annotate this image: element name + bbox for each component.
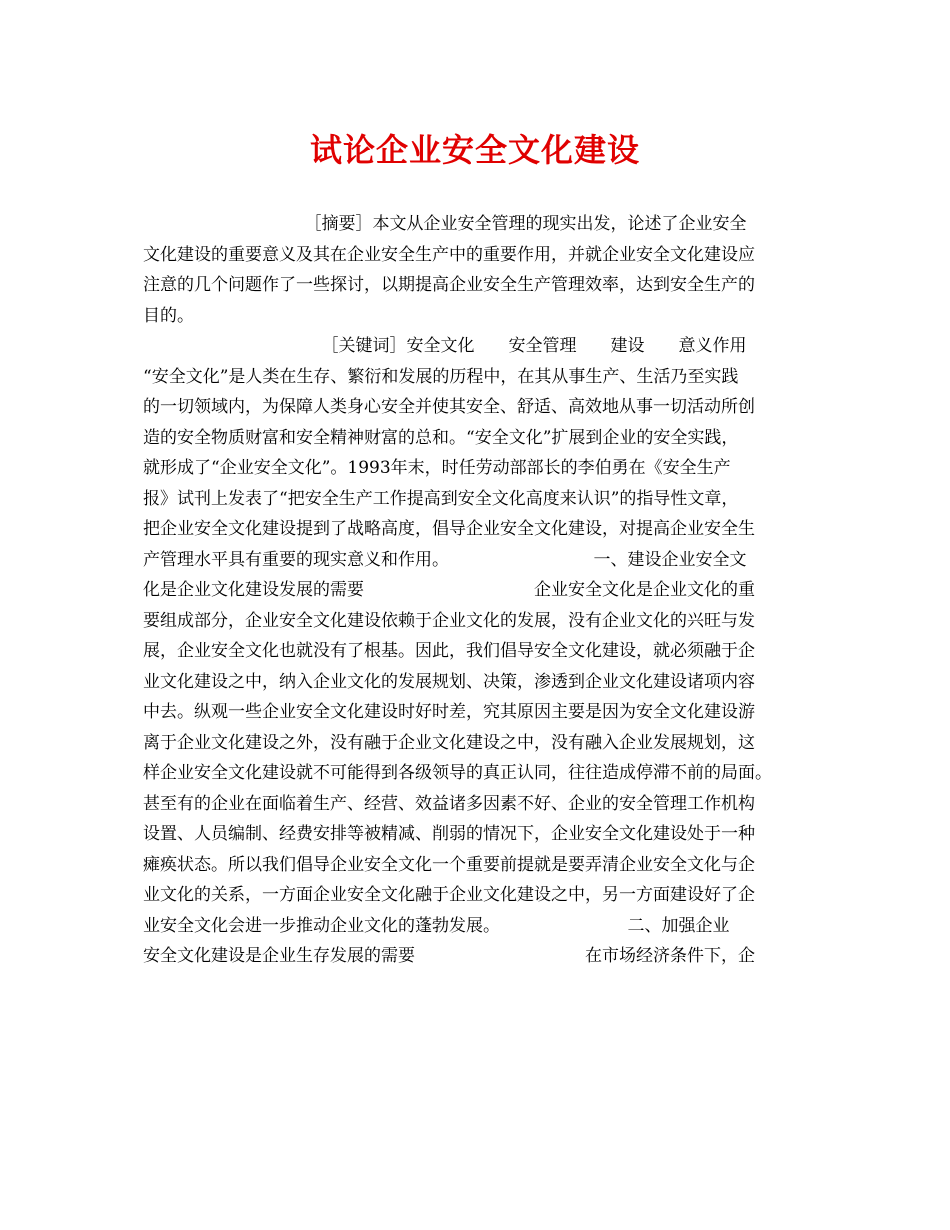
body-line: 安全文化建设是企业生存发展的需要 在市场经济条件下，企 bbox=[143, 946, 755, 966]
body-line: ［摘要］本文从企业安全管理的现实出发，论述了企业安全 bbox=[143, 214, 747, 234]
body-line: 要组成部分，企业安全文化建设依赖于企业文化的发展，没有企业文化的兴旺与发 bbox=[143, 611, 755, 631]
body-line: ［关键词］安全文化 安全管理 建设 意义作用 bbox=[143, 336, 747, 356]
body-line: 业安全文化会进一步推动企业文化的蓬勃发展。 二、加强企业 bbox=[143, 916, 730, 936]
body-line: 报》试刊上发表了“把安全生产工作提高到安全文化高度来认识”的指导性文章， bbox=[143, 489, 739, 509]
body-line: 业文化的关系，一方面企业安全文化融于企业文化建设之中，另一方面建设好了企 bbox=[143, 885, 755, 905]
body-line: 设置、人员编制、经费安排等被精减、削弱的情况下，企业安全文化建设处于一种 bbox=[143, 824, 755, 844]
body-line: 就形成了“企业安全文化”。1993年末，时任劳动部部长的李伯勇在《安全生产 bbox=[143, 458, 731, 478]
body-line: 业文化建设之中，纳入企业文化的发展规划、决策，渗透到企业文化建设诸项内容 bbox=[143, 672, 755, 692]
document-title: 试论企业安全文化建设 bbox=[309, 131, 640, 169]
body-line: 注意的几个问题作了一些探讨，以期提高企业安全生产管理效率，达到安全生产的 bbox=[143, 275, 755, 295]
body-line: 把企业安全文化建设提到了战略高度，倡导企业安全文化建设，对提高企业安全生 bbox=[143, 519, 755, 539]
body-line: 化是企业文化建设发展的需要 企业安全文化是企业文化的重 bbox=[143, 580, 755, 600]
body-line: 甚至有的企业在面临着生产、经营、效益诸多因素不好、企业的安全管理工作机构 bbox=[143, 794, 755, 814]
body-line: 展，企业安全文化也就没有了根基。因此，我们倡导安全文化建设，就必须融于企 bbox=[143, 641, 755, 661]
body-line: 产管理水平具有重要的现实意义和作用。 一、建设企业安全文 bbox=[143, 550, 747, 570]
body-line: 样企业安全文化建设就不可能得到各级领导的真正认同，往往造成停滞不前的局面。 bbox=[143, 763, 772, 783]
body-line: “安全文化”是人类在生存、繁衍和发展的历程中，在其从事生产、生活乃至实践 bbox=[143, 367, 739, 387]
body-line: 中去。纵观一些企业安全文化建设时好时差，究其原因主要是因为安全文化建设游 bbox=[143, 702, 755, 722]
body-line: 瘫痪状态。所以我们倡导企业安全文化一个重要前提就是要弄清企业安全文化与企 bbox=[143, 855, 755, 875]
body-line: 离于企业文化建设之外，没有融于企业文化建设之中，没有融入企业发展规划，这 bbox=[143, 733, 755, 753]
body-line: 目的。 bbox=[143, 306, 194, 326]
body-line: 文化建设的重要意义及其在企业安全生产中的重要作用，并就企业安全文化建设应 bbox=[143, 245, 755, 265]
body-line: 造的安全物质财富和安全精神财富的总和。“安全文化”扩展到企业的安全实践， bbox=[143, 428, 739, 448]
body-line: 的一切领域内，为保障人类身心安全并使其安全、舒适、高效地从事一切活动所创 bbox=[143, 397, 755, 417]
